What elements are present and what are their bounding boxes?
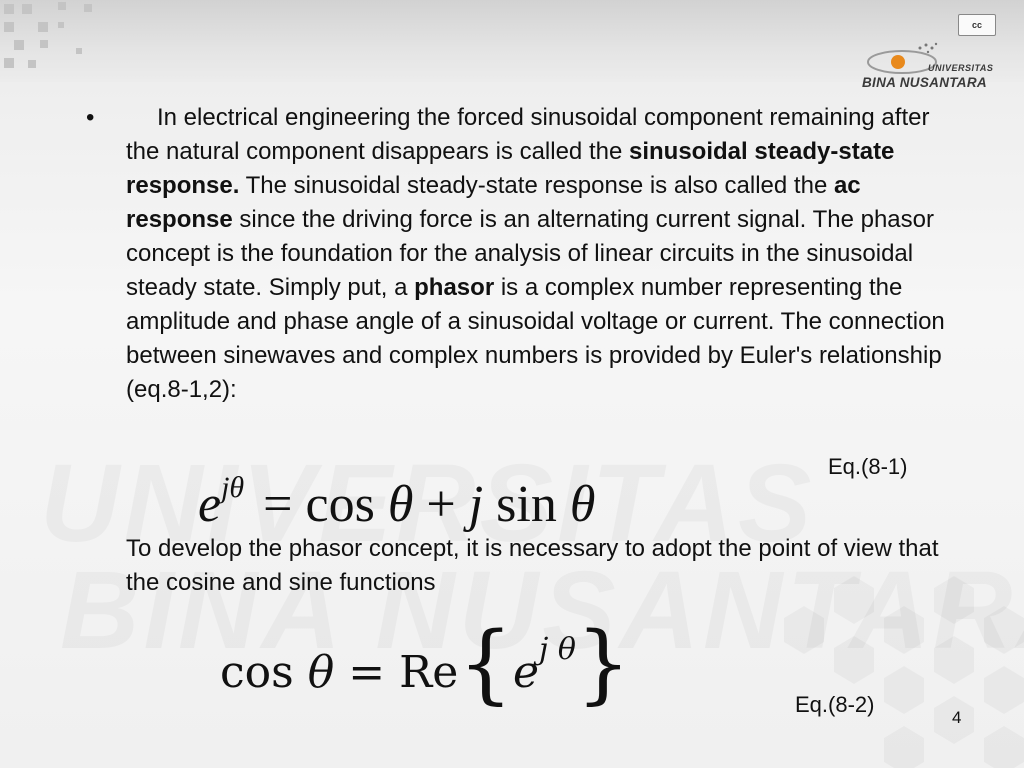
decorative-squares [0,0,120,80]
equation-1-label: Eq.(8-1) [828,454,908,479]
main-paragraph: In electrical engineering the forced sinusoidal component remaining after the natural component disappears is called the sinusoidal steady-state response. The sinusoidal steady-state response is also called the ac response since the driving force is an alternating current signal. The phasor concept is the foundation for the analysis of linear circuits in the sinusoidal steady state. Simply put, a phasor is a complex number representing the amplitude and phase angle of a sinusoidal voltage or current. The connection between sinewaves and complex numbers is provided by Euler's relationship (eq.8-1,2): [126,104,945,403]
phasor-paragraph: To develop the phasor concept, it is necessary to adopt the point of view that the cosine and sine functions [126,535,939,596]
term-sinusoidal-steady-state: sinusoidal steady-state response. [126,138,895,199]
binus-logo [862,38,1012,94]
euler-equation: $e^{j\theta} = \cos \theta + j$ sin θ [198,471,596,533]
honeycomb-pattern [724,468,1024,768]
cosine-real-part-equation: $\cos \theta = Re\{e^{j \theta}\}$ [220,614,631,714]
bullet-marker: • [86,104,95,131]
page-number: 4 [952,708,962,727]
logo-bina-nusantara-text: BINA NUSANTARA [862,75,987,90]
equation-2-label: Eq.(8-2) [795,692,875,717]
creative-commons-icon: cc [958,14,996,36]
logo-universitas-text: UNIVERSITAS [928,63,994,73]
term-phasor: phasor [414,274,495,301]
term-ac-response: ac response [126,172,861,233]
